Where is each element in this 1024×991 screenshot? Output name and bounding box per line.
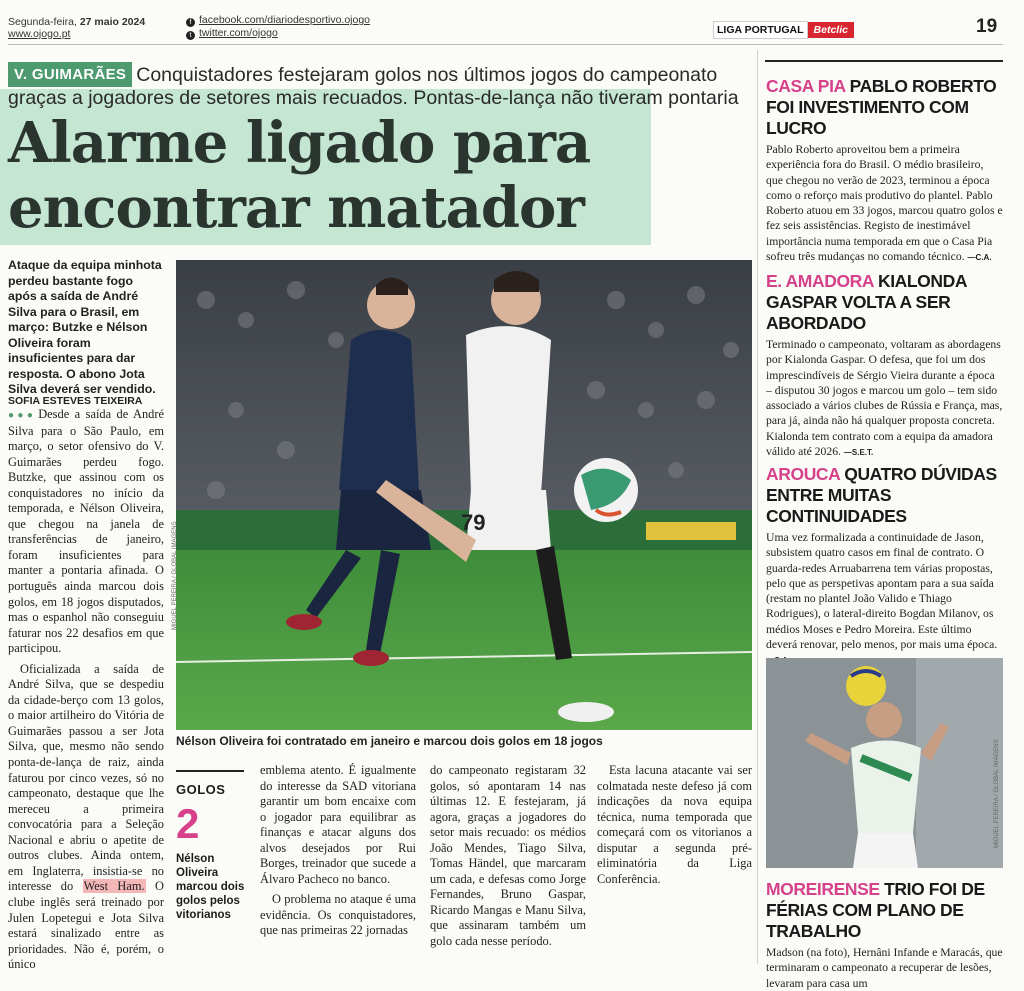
- kicker: [8, 62, 753, 110]
- brief-body: Madson (na foto), Hernâni Infande e Maracás, que terminaram o campeonato a recuperar de lesões, levaram para casa um: [766, 946, 1003, 990]
- bullet-dots-icon: ●●●: [8, 410, 37, 421]
- brief-club: CASA PIA: [766, 76, 846, 96]
- side-photo: [766, 658, 1003, 868]
- brief-e-amadora: [766, 271, 1003, 460]
- factbox-top-rule: [176, 770, 244, 772]
- headline: [8, 111, 658, 241]
- photo-caption: Nélson Oliveira foi contratado em janeiro e marcou dois golos em 18 jogos: [176, 734, 603, 748]
- side-photo-credit: MIGUEL PEREIRA / GLOBAL IMAGENS: [994, 739, 1000, 848]
- paragraph-2: Oficializada a saída de André Silva, que se despediu da cidade-berço com 13 golos, o maior artilheiro do Vitória de Guimarães passou a ser Jota Silva, que, mesmo não sendo ponta-de-lança de raiz, ainda faturou por cinco vezes, só no campeonato, destaque que lhe mereceu a primeira convocatória para a Seleção Nacional e abriu o apetite de outros clubes. Ainda ontem, em Inglaterra, insistia-se no interesse do West Ham. O clube inglês será treinado por Julen Lopetegui e Jota Silva estará sinalizado entre as prioridades. Não é, porém, o único: [8, 661, 164, 972]
- club-tag: V. GUIMARÃES: [8, 62, 132, 87]
- facebook-link[interactable]: facebook.com/diariodesportivo.ojogo: [199, 14, 371, 26]
- brief-body: Uma vez formalizada a continuidade de Jason, subsistem quatro casos em final de contrato. O guarda-redes Arruabarrena tem várias propostas, pelo que as perspetivas apontam para a sua saída (restam no plantel João Valido e Thiago Rodrigues), o lateral-direito Bogdan Milanov, os médios Moses e Pedro Moreira. Este último deverá renovar, pelo menos, por mais uma época.: [766, 530, 1003, 669]
- twitter-row: [186, 27, 278, 40]
- brief-arouca: [766, 464, 1003, 669]
- factbox-number: 2: [176, 800, 200, 847]
- paragraph-3: emblema atento. É igualmente do interesse da SAD vitoriana garantir um bom encaixe com o jogador para equilibrar as finanças e atacar alguns dos alvos desejados por Rui Borges, treinador que sucede a Álvaro Pacheco no banco.: [260, 763, 416, 886]
- brief-body: Pablo Roberto aproveitou bem a primeira experiência fora do Brasil. O médio brasileiro, que chegou no verão de 2023, terminou a época como o reforço mais produtivo do plantel. Pablo Roberto atuou em 33 jogos, marcou quatro golos e fez seis assistências. Registo de inestimável importância numa temporada em que o Casa Pia sofreu três mudanças no comando técnico. —C.A.: [766, 143, 1003, 264]
- facebook-icon: f: [186, 18, 195, 27]
- twitter-icon: t: [186, 31, 195, 40]
- body-column-3: [430, 763, 586, 955]
- brief-title: MOREIRENSE TRIO FOI DE FÉRIAS COM PLANO DE TRABALHO: [766, 879, 985, 941]
- headline-line-1: Alarme ligado para: [8, 110, 591, 176]
- website-link[interactable]: www.ojogo.pt: [8, 28, 71, 40]
- brief-signature: —S.E.T.: [843, 448, 874, 458]
- date-day: Segunda-feira,: [8, 16, 77, 28]
- main-photo: [172, 260, 752, 730]
- headline-line-2: encontrar matador: [8, 175, 584, 241]
- paragraph-1: ●●● Desde a saída de André Silva para o São Paulo, em março, o setor ofensivo do V. Guimarães perdeu fogo. Butzke, que assinou com os conquistadores no início da temporada, e Nélson Oliveira, que chegou na janela de transferências de janeiro, foram insuficientes para manter a pontaria afinada. O português ainda marcou dois golos, em 18 jogos disputados, mas o espanhol não conseguiu faturar nos 22 desafios em que participou.: [8, 407, 164, 656]
- brief-signature: —C.A.: [967, 253, 992, 263]
- page-number: 19: [976, 16, 998, 37]
- body-column-1: [8, 407, 164, 978]
- svg-text:79: 79: [461, 510, 486, 535]
- brief-moreirense: [766, 879, 1003, 991]
- brief-title: CASA PIA PABLO ROBERTO FOI INVESTIMENTO COM LUCRO: [766, 76, 997, 138]
- top-divider: [8, 44, 1003, 45]
- facebook-row: [186, 14, 370, 27]
- section-label: LIGA PORTUGAL: [713, 21, 808, 39]
- brief-casa-pia: [766, 76, 1003, 265]
- brief-club: AROUCA: [766, 464, 840, 484]
- sidebar-top-rule: [765, 60, 1003, 62]
- brief-body: Terminado o campeonato, voltaram as abordagens por Kialonda Gaspar. O defesa, que foi um dos imprescindíveis de Sérgio Vieira durante a época – disputou 30 jogos e marcou um golo – tem sido associado a vários clubes de Rússia e França, mas, para já, ainda não há qualquer proposta concreta. Kialonda tem contrato com a equipa da amadora válido até 2026. —S.E.T.: [766, 338, 1003, 459]
- sponsor-logo: Betclic: [808, 22, 854, 38]
- body-column-4: [597, 763, 752, 892]
- brief-club: MOREIRENSE: [766, 879, 880, 899]
- brief-club: E. AMADORA: [766, 271, 874, 291]
- paragraph-5: Esta lacuna atacante vai ser colmatada neste defeso já com indicações da nova equipa técnica, numa temporada que começará com os vitorianos a disputar a segunda pré-eliminatória da Liga Conferência.: [597, 763, 752, 886]
- brief-title: AROUCA QUATRO DÚVIDAS ENTRE MUITAS CONTINUIDADES: [766, 464, 997, 526]
- factbox-text: Nélson Oliveira marcou dois golos pelos vitorianos: [176, 853, 245, 921]
- section-badge: [713, 21, 854, 39]
- sidebar-divider: [757, 50, 758, 964]
- date: 27 maio 2024: [79, 16, 146, 28]
- kicker-text: Conquistadores festejaram golos nos últimos jogos do campeonato graças a jogadores de setores mais recuados. Pontas-de-lança não tiveram pontaria: [8, 64, 739, 109]
- paragraph-4a: O problema no ataque é uma evidência. Os conquistadores, que nas primeiras 22 jornadas: [260, 892, 416, 938]
- twitter-link[interactable]: twitter.com/ojogo: [199, 27, 278, 39]
- photo-credit: MIGUEL PEREIRA / GLOBAL IMAGENS: [172, 521, 178, 630]
- highlighted-text: West Ham.: [83, 879, 145, 894]
- paragraph-4b: do campeonato registaram 32 golos, só apontaram 14 nas últimas 12. E festejaram, já agora, graças a jogadores do setor mais recuado: os médios João Mendes, Tiago Silva, Tomas Händel, que marcaram um cada, e defesas como Jorge Fernandes, Bruno Gaspar, Ricardo Mangas e Manu Silva, que assinaram também um golo cada nesse período.: [430, 763, 586, 949]
- brief-title: E. AMADORA KIALONDA GASPAR VOLTA A SER ABORDADO: [766, 271, 967, 333]
- lead-paragraph: Ataque da equipa minhota perdeu bastante fogo após a saída de André Silva para o Brasil, em março: Butzke e Nélson Oliveira foram insuficientes para dar resposta. O abono Jota Silva deverá ser vendido.: [8, 258, 162, 396]
- byline: SOFIA ESTEVES TEIXEIRA: [8, 395, 143, 407]
- body-column-2: [260, 763, 416, 944]
- factbox-title: GOLOS: [176, 782, 226, 797]
